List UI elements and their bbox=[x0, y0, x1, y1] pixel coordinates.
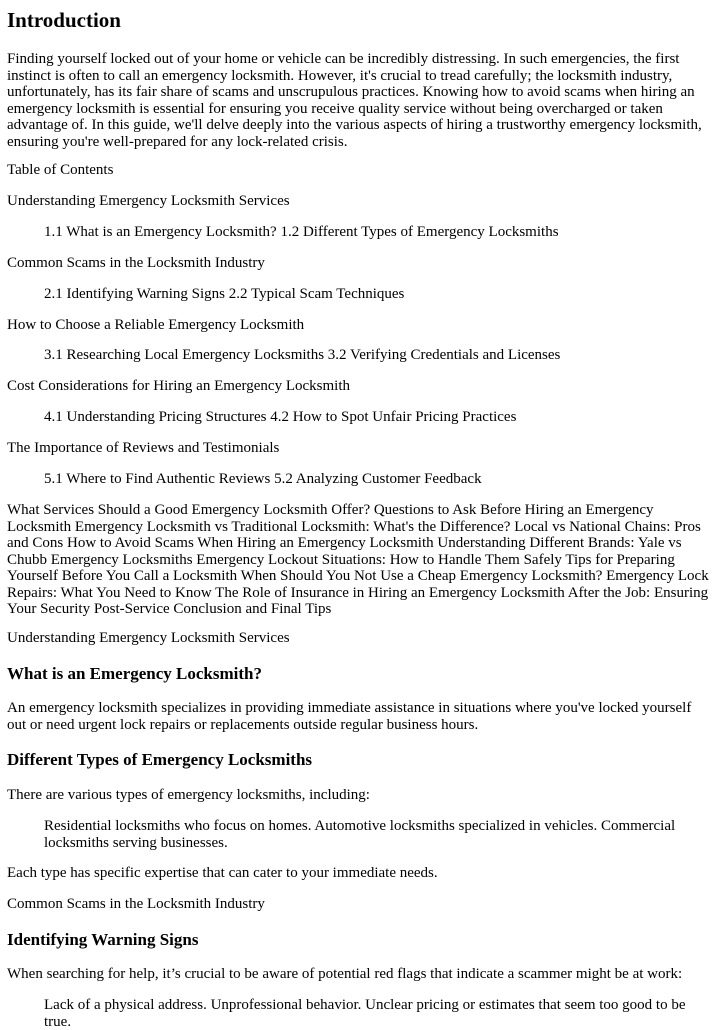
toc-section-1-title: Understanding Emergency Locksmith Services bbox=[7, 193, 290, 209]
section-2-label: Common Scams in the Locksmith Industry bbox=[7, 896, 265, 912]
toc-section-2-subs: 2.1 Identifying Warning Signs 2.2 Typical Scam Techniques bbox=[44, 286, 405, 302]
types-intro: There are various types of emergency locksmiths, including: bbox=[7, 787, 370, 803]
types-list: Residential locksmiths who focus on homes. Automotive locksmiths specialized in vehicles. Commercial locksmiths serving businesses. bbox=[44, 818, 676, 851]
types-each-paragraph: Each type has specific expertise that can cater to your immediate needs. bbox=[7, 865, 438, 881]
toc-title: Table of Contents bbox=[7, 162, 114, 178]
toc-section-4-title: Cost Considerations for Hiring an Emergency Locksmith bbox=[7, 378, 351, 394]
section-1-label: Understanding Emergency Locksmith Services bbox=[7, 630, 290, 646]
warning-signs-paragraph: When searching for help, it’s crucial to be aware of potential red flags that indicate a scammer might be at work: bbox=[7, 966, 683, 982]
what-is-paragraph: An emergency locksmith specializes in providing immediate assistance in situations where you've locked yourself out or need urgent lock repairs or replacements outside regular business hours. bbox=[7, 700, 692, 733]
warning-signs-heading: Identifying Warning Signs bbox=[7, 930, 199, 949]
toc-more-items: What Services Should a Good Emergency Locksmith Offer? Questions to Ask Before Hiring an Emergency Locksmith Emergency Locksmith vs Traditional Locksmith: What's the Difference? Local vs National Chains: Pros and Cons How to Avoid Scams When Hiring an Emergency Locksmith Understanding Different Brands: Yale vs Chubb Emergency Locksmiths Emergency Lockout Situations: How to Handle Them Safely Tips for Preparing Yourself Before You Call a Locksmith When Should You Not Use a Cheap Emergency Locksmith? Emergency Lock Repairs: What You Need to Know The Role of Insurance in Hiring an Emergency Locksmith After the Job: Ensuring Your Security Post-Service Conclusion and Final Tips bbox=[7, 502, 709, 617]
toc-section-5-title: The Importance of Reviews and Testimonials bbox=[7, 440, 280, 456]
toc-section-1-subs: 1.1 What is an Emergency Locksmith? 1.2 Different Types of Emergency Locksmiths bbox=[44, 224, 559, 240]
warning-signs-list: Lack of a physical address. Unprofessional behavior. Unclear pricing or estimates that seem too good to be true. bbox=[44, 997, 686, 1030]
intro-heading: Introduction bbox=[7, 8, 121, 32]
toc-section-5-subs: 5.1 Where to Find Authentic Reviews 5.2 Analyzing Customer Feedback bbox=[44, 471, 482, 487]
what-is-heading: What is an Emergency Locksmith? bbox=[7, 664, 262, 683]
toc-section-2-title: Common Scams in the Locksmith Industry bbox=[7, 255, 265, 271]
intro-paragraph: Finding yourself locked out of your home or vehicle can be incredibly distressing. In such emergencies, the first instinct is often to call an emergency locksmith. However, it's crucial to tread carefully; the locksmith industry, unfortunately, has its fair share of scams and unscrupulous practices. Knowing how to avoid scams when hiring an emergency locksmith is essential for ensuring you receive quality service without being overcharged or taken advantage of. In this guide, we'll delve deeply into the various aspects of hiring a trustworthy emergency locksmith, ensuring you're well-prepared for any lock-related crisis. bbox=[7, 51, 702, 150]
toc-section-4-subs: 4.1 Understanding Pricing Structures 4.2 How to Spot Unfair Pricing Practices bbox=[44, 409, 517, 425]
toc-section-3-subs: 3.1 Researching Local Emergency Locksmiths 3.2 Verifying Credentials and Licenses bbox=[44, 347, 561, 363]
toc-section-3-title: How to Choose a Reliable Emergency Locksmith bbox=[7, 317, 305, 333]
types-heading: Different Types of Emergency Locksmiths bbox=[7, 750, 313, 769]
